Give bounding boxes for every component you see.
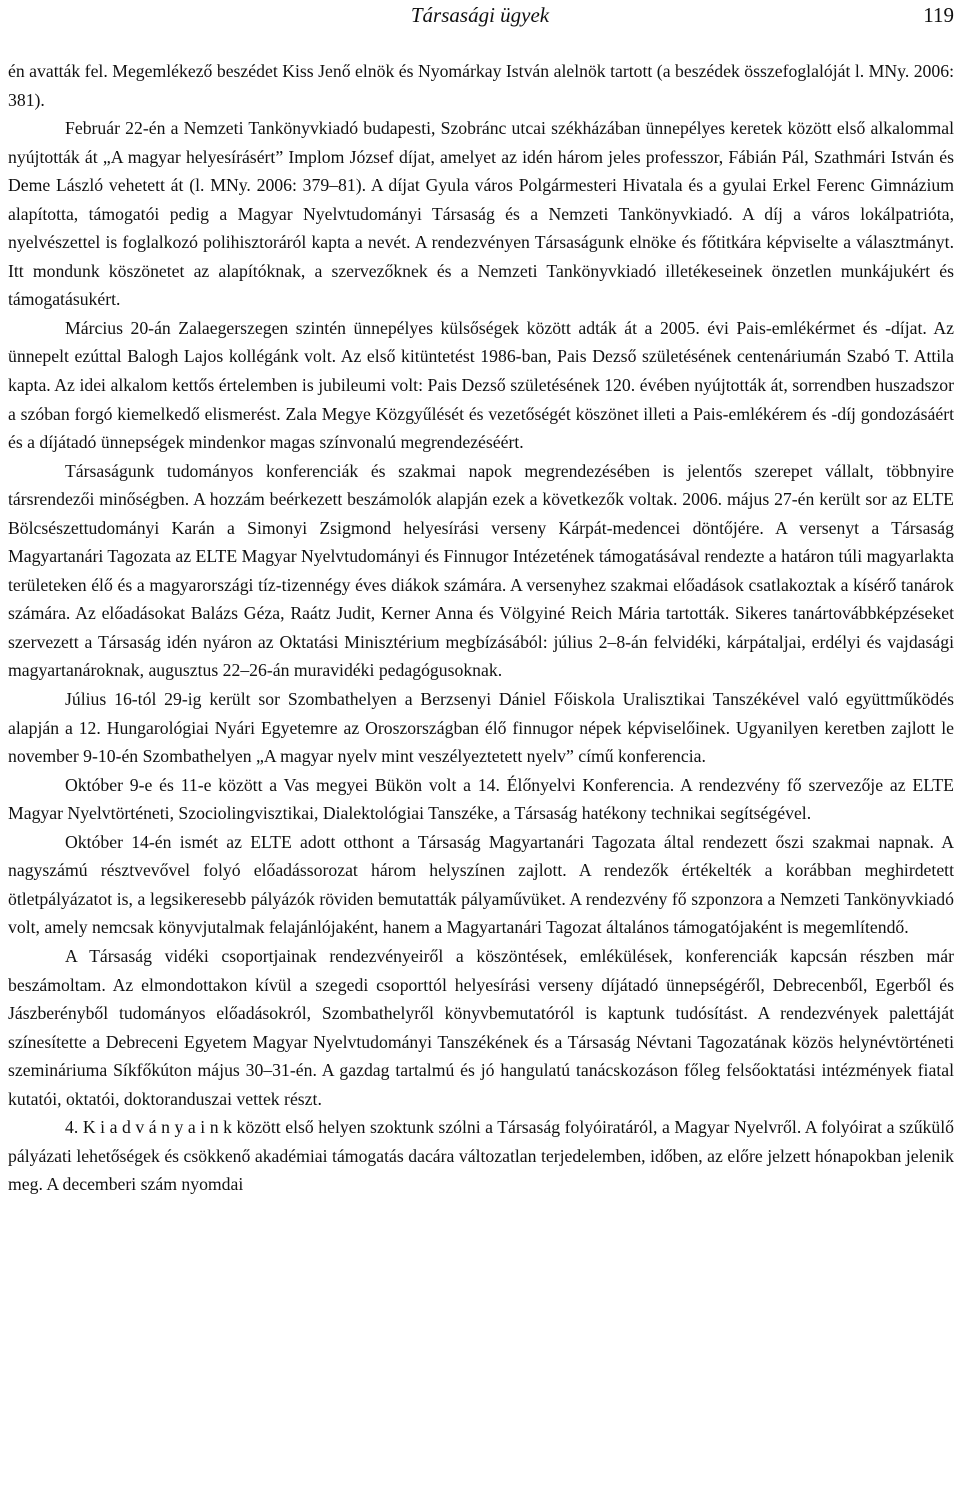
paragraph-3: Március 20-án Zalaegerszegen szintén ünnepélyes külsőségek között adták át a 2005. évi Pais-emlékérmet és -díjat. Az ünnepelt ezúttal Balogh Lajos kollégánk volt. Az első kitüntetést 1986-ban, Pais Dezső születésének centenáriumán Szabó T. Attila kapta. Az idei alkalom kettős értelemben is jubileumi volt: Pais Dezső születésének 120. évében nyújtották át, sorrendben huszadszor a szóban forgó kiemelkedő elismerést. Zala Megye Közgyűlését és vezetőségét köszönet illeti a Pais-emlékérem és -díj gondozásáért és a díjátadó ünnepségek mindenkor magas színvonalú megrendezéséért. xyxy=(8,317,954,453)
paragraph-7: Október 14-én ismét az ELTE adott otthont a Társaság Magyartanári Tagozata által rendezett őszi szakmai napnak. A nagyszámú résztvevővel folyó előadássorozat három helyszínen zajlott. A rendezők értékelték a korábban meghirdetett ötletpályázatot is, a legsikeresebb pályázók röviden bemutatták pályaművüket. A rendezvény fő szponzora a Nemzeti Tankönyvkiadó volt, amely nemcsak könyvjutalmak felajánlójaként, hanem a Magyartanári Tagozat általános támogatójaként is megemlítendő. xyxy=(8,831,954,938)
paragraph-1: én avatták fel. Megemlékező beszédet Kiss Jenő elnök és Nyomárkay István alelnök tartott (a beszédek összefoglalóját l. MNy. 2006: 381). xyxy=(8,61,954,110)
paragraph-9 xyxy=(8,1113,954,1199)
paragraph-6: Október 9-e és 11-e között a Vas megyei Bükön volt a 14. Élőnyelvi Konferencia. A rendezvény fő szervezője az ELTE Magyar Nyelvtörténeti, Szociolingvisztikai, Dialektológiai Tanszéke, a Társaság hatékony technikai segítségével. xyxy=(8,774,954,824)
paragraph-8: A Társaság vidéki csoportjainak rendezvényeiről a köszöntések, emlékülések, konferenciák kapcsán részben már beszámoltam. Az elmondottakon kívül a szegedi csoporttól helyesírási verseny díjátadó ünnepségéről, Debrecenből, Egerből és Jászberényből tudományos előadásokról, Szombathelyről könyvbemutatóról is kaptunk tudósítást. A rendezvények palettáját színesítette a Debreceni Egyetem Magyar Nyelvtudományi Tanszékének és a Társaság Névtani Tagozatának közös helynévtörténeti szemináriuma Síkfőkúton május 30–31-én. A gazdag tartalmú és jó hangulatú tanácskozáson főleg felsőoktatási intézmények fiatal kutatói, oktatói, doktoranduszai vettek részt. xyxy=(8,945,954,1109)
body-text xyxy=(8,57,954,1199)
page-number: 119 xyxy=(923,3,954,27)
paragraph-9-rest: között első helyen szoktunk szólni a Társaság folyóiratáról, a Magyar Nyelvről. A folyóirat a szűkülő pályázati lehetőségek és csökkenő akadémiai támogatás dacára változatlan terjedelemben, időben, az előre jelzett hónapokban jelenik meg. A decemberi szám nyomdai xyxy=(8,1117,954,1195)
page-header xyxy=(0,0,960,40)
paragraph-5: Július 16-tól 29-ig került sor Szombathelyen a Berzsenyi Dániel Főiskola Uralisztikai Tanszékével való együttműködés alapján a 12. Hungarológiai Nyári Egyetemre az Oroszországban élő finnugor népek képviselőinek. Ugyanilyen keretben zajlott le november 9-10-én Szombathelyen „A magyar nyelv mint veszélyeztetett nyelv” című konferencia. xyxy=(8,689,954,767)
running-title: Társasági ügyek xyxy=(410,3,550,27)
paragraph-2: Február 22-én a Nemzeti Tankönyvkiadó budapesti, Szobránc utcai székházában ünnepélyes keretek között első alkalommal nyújtották át „A magyar helyesírásért” Implom József díjat, amelyet az idén három jeles professzor, Fábián Pál, Szathmári István és Deme László vehetett át (l. MNy. 2006: 379–81). A díjat Gyula város Polgármesteri Hivatala és a gyulai Erkel Ferenc Gimnázium alapította, támogatói pedig a Magyar Nyelvtudományi Társaság és a Nemzeti Tankönyvkiadó. A díj a város lokálpatriótа, nyelvészettel is foglalkozó polihisztoráról kapta a nevét. A rendezvényen Társaságunk elnöke és főtitkára képviselte a választmányt. Itt mondunk köszönetet az alapítóknak, a szervezőknek és a Nemzeti Tankönyvkiadó illetékeseinek önzetlen munkájukért és támogatásukért. xyxy=(8,118,954,310)
paragraph-9-prefix: 4. xyxy=(65,1117,83,1138)
paragraph-4: Társaságunk tudományos konferenciák és szakmai napok megrendezésében is jelentős szerepet vállalt, többnyire társrendezői minőségben. A hozzám beérkezett beszámolók alapján ezek a következők voltak. 2006. május 27-én került sor az ELTE Bölcsészettudományi Karán a Simonyi Zsigmond helyesírási verseny Kárpát-medencei döntőjére. A versenyt a Társaság Magyartanári Tagozata az ELTE Magyar Nyelvtudományi és Finnugor Intézetének támogatásával rendezte a határon túli magyarlakta területeken élő és a magyarországi tíz-tizennégy éves diákok számára. A versenyhez szakmai előadások csatlakoztak a kísérő tanárok számára. Az előadásokat Balázs Géza, Raátz Judit, Kerner Anna és Völgyiné Reich Mária tartották. Sikeres tanártovábbképzéseket szervezett a Társaság idén nyáron az Oktatási Minisztérium megbízásából: július 2–8-án felvidéki, kárpátaljai, erdélyi és vajdasági magyartanároknak, augusztus 22–26-án muravidéki pedagógusoknak. xyxy=(8,460,954,681)
paragraph-9-spaced-word: K i a d v á n y a i n k xyxy=(82,1117,232,1138)
